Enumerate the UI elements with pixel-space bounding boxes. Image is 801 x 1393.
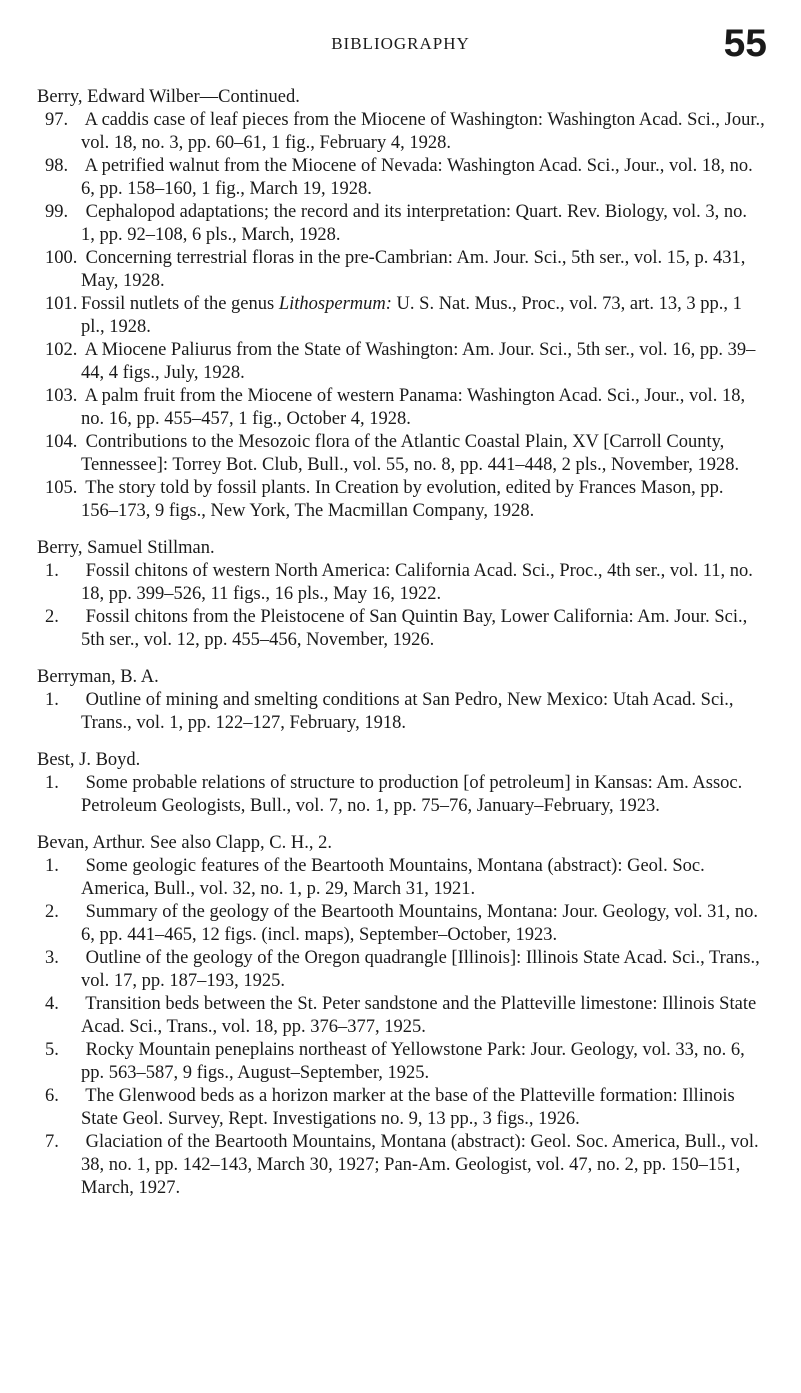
author-heading: Best, J. Boyd. (37, 750, 141, 770)
bibliography-entry (37, 385, 765, 431)
entry-number: 7. (45, 1132, 59, 1152)
entry-text: Concerning terrestrial floras in the pre-Cambrian: Am. Jour. Sci., 5th ser., vol. 15, p. 431, May, 1928. (81, 248, 746, 291)
entry-italic-title: Lithospermum: (278, 294, 392, 314)
entry-text: The Glenwood beds as a horizon marker at the base of the Platteville formation: Illinois State Geol. Survey, Rept. Investigations no. 9, 13 pp., 3 figs., 1926. (81, 1086, 735, 1129)
entry-number: 1. (45, 690, 59, 710)
page-number: 55 (723, 22, 767, 65)
entry-text: Fossil nutlets of the genus (81, 294, 279, 314)
entry-number: 104. (45, 432, 78, 452)
bibliography-entry (37, 689, 765, 735)
running-title: BIBLIOGRAPHY (331, 34, 470, 53)
author-heading: Bevan, Arthur. See also Clapp, C. H., 2. (37, 833, 332, 853)
entry-text: Fossil chitons of western North America: California Acad. Sci., Proc., 4th ser., vol. 11, no. 18, pp. 399–526, 11 figs., 16 pls., May 16, 1922. (81, 561, 753, 604)
entry-number: 98. (45, 156, 69, 176)
bibliography-entry (37, 247, 765, 293)
bibliography-entry (37, 431, 765, 477)
entry-text: A petrified walnut from the Miocene of Nevada: Washington Acad. Sci., Jour., vol. 18, no. 6, pp. 158–160, 1 fig., March 19, 1928. (81, 156, 753, 199)
entry-text: Outline of mining and smelting conditions at San Pedro, New Mexico: Utah Acad. Sci., Trans., vol. 1, pp. 122–127, February, 1918. (81, 690, 734, 733)
entry-number: 2. (45, 902, 59, 922)
bibliography-entry (37, 477, 765, 523)
bibliography-entry (37, 993, 765, 1039)
bibliography-entry (37, 855, 765, 901)
bibliography-entry (37, 1131, 765, 1200)
entry-number: 97. (45, 110, 69, 130)
author-group (37, 537, 765, 652)
entry-number: 103. (45, 386, 78, 406)
entry-number: 101. (45, 294, 78, 314)
author-group (37, 749, 765, 818)
entry-text: The story told by fossil plants. In Creation by evolution, edited by Frances Mason, pp. 156–173, 9 figs., New York, The Macmillan Company, 1928. (81, 478, 724, 521)
entry-text: A palm fruit from the Miocene of western Panama: Washington Acad. Sci., Jour., vol. 18, no. 16, pp. 455–457, 1 fig., October 4, 1928. (81, 386, 746, 429)
bibliography-entry (37, 901, 765, 947)
entry-number: 1. (45, 773, 59, 793)
entry-text: Some geologic features of the Beartooth Mountains, Montana (abstract): Geol. Soc. America, Bull., vol. 32, no. 1, p. 29, March 31, 1921. (81, 856, 705, 899)
author-heading: Berry, Samuel Stillman. (37, 538, 215, 558)
bibliography-entry (37, 772, 765, 818)
entry-text: U. S. Nat. Mus., Proc., vol. 73, art. 13, 3 pp., 1 pl., 1928. (81, 294, 742, 337)
author-heading: Berryman, B. A. (37, 667, 159, 687)
entry-text: Rocky Mountain peneplains northeast of Yellowstone Park: Jour. Geology, vol. 33, no. 6, pp. 563–587, 9 figs., August–September, 1925. (81, 1040, 745, 1083)
entry-text: Cephalopod adaptations; the record and its interpretation: Quart. Rev. Biology, vol. 3, no. 1, pp. 92–108, 6 pls., March, 1928. (81, 202, 748, 245)
author-group (37, 86, 765, 523)
entry-number: 100. (45, 248, 78, 268)
entry-number: 105. (45, 478, 78, 498)
author-heading: Berry, Edward Wilber—Continued. (37, 87, 300, 107)
author-group (37, 832, 765, 1200)
bibliography-entry (37, 560, 765, 606)
bibliography-body (37, 86, 765, 1214)
bibliography-entry (37, 293, 765, 339)
bibliography-entry (37, 339, 765, 385)
author-group (37, 666, 765, 735)
bibliography-entry (37, 155, 765, 201)
entry-text: Transition beds between the St. Peter sandstone and the Platteville limestone: Illinois State Acad. Sci., Trans., vol. 18, pp. 376–377, 1925. (81, 994, 757, 1037)
entry-number: 102. (45, 340, 78, 360)
entry-text: Contributions to the Mesozoic flora of the Atlantic Coastal Plain, XV [Carroll County, Tennessee]: Torrey Bot. Club, Bull., vol. 55, no. 8, pp. 441–448, 2 pls., November, 1928. (81, 432, 740, 475)
bibliography-entry (37, 1085, 765, 1131)
bibliography-entry (37, 1039, 765, 1085)
entry-number: 5. (45, 1040, 59, 1060)
entry-text: A Miocene Paliurus from the State of Washington: Am. Jour. Sci., 5th ser., vol. 16, pp. 39–44, 4 figs., July, 1928. (81, 340, 756, 383)
entry-text: A caddis case of leaf pieces from the Miocene of Washington: Washington Acad. Sci., Jour., vol. 18, no. 3, pp. 60–61, 1 fig., February 4, 1928. (81, 110, 765, 153)
entry-text: Some probable relations of structure to production [of petroleum] in Kansas: Am. Assoc. Petroleum Geologists, Bull., vol. 7, no. 1, pp. 75–76, January–February, 1923. (81, 773, 743, 816)
entry-number: 2. (45, 607, 59, 627)
entry-text: Fossil chitons from the Pleistocene of San Quintin Bay, Lower California: Am. Jour. Sci., 5th ser., vol. 12, pp. 455–456, November, 1926. (81, 607, 748, 650)
page-header (0, 24, 801, 84)
entry-text: Summary of the geology of the Beartooth Mountains, Montana: Jour. Geology, vol. 31, no. 6, pp. 441–465, 12 figs. (incl. maps), September–October, 1923. (81, 902, 759, 945)
entry-number: 4. (45, 994, 59, 1014)
bibliography-entry (37, 947, 765, 993)
entry-number: 1. (45, 856, 59, 876)
entry-number: 6. (45, 1086, 59, 1106)
entry-text: Glaciation of the Beartooth Mountains, Montana (abstract): Geol. Soc. America, Bull., vol. 38, no. 1, pp. 142–143, March 30, 1927; Pan-Am. Geologist, vol. 47, no. 2, pp. 150–151, March, 1927. (81, 1132, 759, 1198)
entry-number: 3. (45, 948, 59, 968)
entry-number: 1. (45, 561, 59, 581)
entry-text: Outline of the geology of the Oregon quadrangle [Illinois]: Illinois State Acad. Sci., Trans., vol. 17, pp. 187–193, 1925. (81, 948, 760, 991)
bibliography-entry (37, 201, 765, 247)
entry-number: 99. (45, 202, 69, 222)
bibliography-entry (37, 606, 765, 652)
bibliography-entry (37, 109, 765, 155)
